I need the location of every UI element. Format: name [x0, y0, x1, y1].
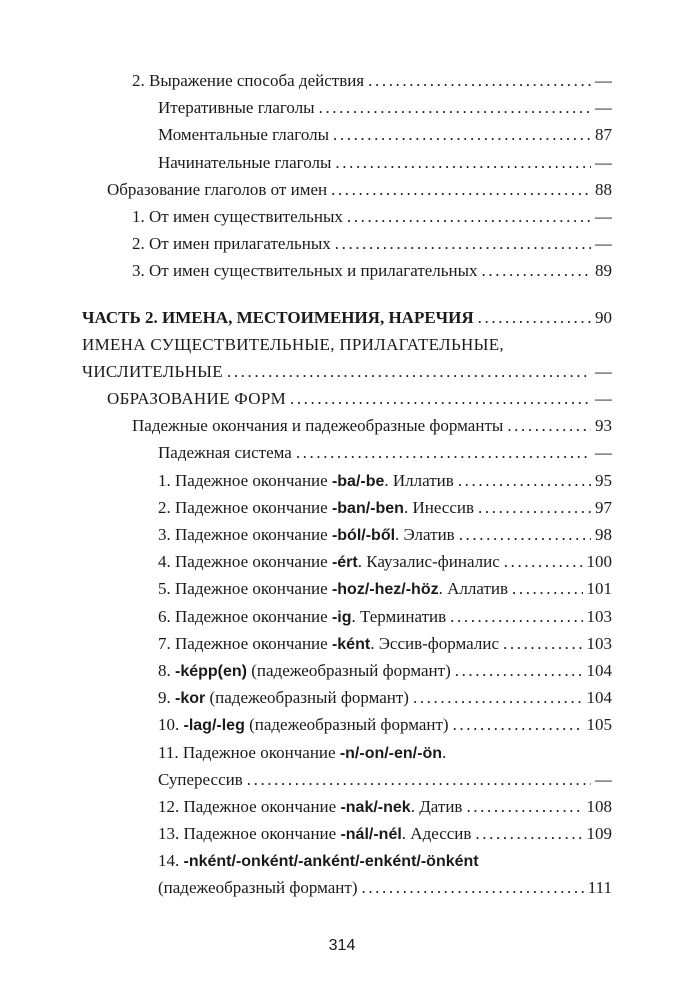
dot-leader [507, 412, 591, 439]
case-suffix: -kor [175, 690, 206, 708]
dot-leader [368, 67, 591, 94]
toc-page-number: 100 [586, 552, 612, 572]
toc-entry-prefix: 13. Падежное окончание [158, 824, 341, 844]
dot-leader [478, 494, 591, 521]
toc-page-number: 93 [595, 416, 612, 436]
toc-entry[interactable] [82, 575, 612, 602]
toc-entry-first-line[interactable] [82, 847, 612, 874]
toc-entry-title [158, 630, 499, 657]
toc-entry-postfix: . Датив [410, 796, 463, 816]
toc-entry-prefix: 4. Падежное окончание [158, 552, 332, 572]
toc-entry[interactable] [82, 603, 612, 630]
toc-entry-title [158, 657, 451, 684]
toc-page-number: 108 [586, 796, 612, 816]
dot-leader [227, 358, 591, 385]
toc-entry-title: Образование глаголов от имен [107, 179, 328, 199]
toc-page-number: — [595, 206, 612, 226]
toc-entry-title [158, 575, 508, 602]
toc-entry-title: ЧАСТЬ 2. ИМЕНА, МЕСТОИМЕНИЯ, НАРЕЧИЯ [82, 307, 474, 327]
toc-entry[interactable] [82, 94, 612, 121]
dot-leader [512, 575, 583, 602]
dot-leader [453, 711, 583, 738]
toc-entry-prefix: 5. Падежное окончание [158, 579, 332, 599]
toc-entry-title: ЧИСЛИТЕЛЬНЫЕ [82, 361, 223, 381]
case-suffix: -ból/-ből [331, 527, 396, 544]
toc-entry-title [158, 494, 474, 521]
toc-page-number: 104 [586, 688, 612, 708]
toc-entry-title: 2. Выражение способа действия [132, 71, 365, 90]
toc-page-number: — [595, 71, 612, 90]
toc-part-heading[interactable] [82, 304, 612, 331]
toc-entry[interactable] [82, 711, 612, 738]
case-suffix: -ért [331, 554, 358, 572]
case-suffix: -hoz/-hez/-höz [331, 581, 439, 599]
dot-leader [333, 121, 591, 148]
toc-page-number: — [595, 769, 612, 789]
toc-entry-postfix: . Эссив-формалис [370, 633, 500, 653]
dot-leader [458, 467, 591, 494]
toc-entry[interactable] [82, 67, 612, 94]
toc-entry-postfix: . Элатив [395, 525, 455, 544]
toc-entry[interactable] [82, 630, 612, 657]
case-suffix: -nként/-onként/-anként/-enként/-önként [183, 853, 479, 871]
toc-entry-postfix: (падежеобразный формант) [244, 715, 449, 735]
toc-entry-title: Суперессив [158, 769, 243, 789]
toc-page-number: — [595, 389, 612, 409]
toc-entry[interactable] [82, 203, 612, 230]
toc-entry[interactable] [82, 439, 612, 466]
toc-entry-prefix: 1. Падежное окончание [158, 470, 332, 490]
toc-entry-title [158, 467, 454, 494]
toc-entry-title: 3. От имен существительных и прилагательных [132, 261, 478, 281]
page-number-footer: 314 [328, 937, 356, 954]
toc-entry-title-line1: ИМЕНА СУЩЕСТВИТЕЛЬНЫЕ, ПРИЛАГАТЕЛЬНЫЕ, [82, 334, 504, 354]
toc-entry-title [158, 684, 409, 711]
toc-page-number: 103 [586, 606, 612, 626]
toc-entry-postfix: . Терминатив [351, 606, 447, 626]
toc-entry[interactable] [82, 385, 612, 412]
toc-entry-prefix: 11. Падежное окончание [158, 742, 340, 762]
toc-entry[interactable] [82, 521, 612, 548]
toc-page-number: — [595, 361, 612, 381]
toc-page-number: 111 [587, 878, 612, 898]
toc-entry-title: (падежеобразный формант) [158, 878, 358, 898]
toc-page-number: 97 [595, 497, 612, 517]
toc-entry-title [158, 603, 446, 630]
table-of-contents [82, 67, 612, 902]
toc-page-number: 89 [595, 261, 612, 281]
toc-entry-postfix: (падежеобразный формант) [205, 688, 409, 708]
toc-page-number: 103 [586, 633, 612, 653]
toc-page-number: — [595, 234, 612, 254]
dot-leader [335, 149, 591, 176]
case-suffix: -ba/-be [331, 472, 385, 490]
toc-entry-postfix: . Аллатив [438, 579, 508, 599]
dot-leader [450, 603, 582, 630]
toc-entry[interactable] [82, 412, 612, 439]
toc-page-number: — [595, 152, 612, 172]
dot-leader [466, 793, 582, 820]
dot-leader [455, 657, 583, 684]
toc-page-number: 105 [586, 715, 612, 735]
toc-entry[interactable] [82, 149, 612, 176]
toc-entry[interactable] [82, 820, 612, 847]
toc-entry-prefix: 10. [158, 715, 184, 735]
toc-entry-title: Моментальные глаголы [158, 125, 330, 145]
toc-page-number: 104 [586, 660, 612, 680]
toc-entry-title [158, 711, 449, 738]
dot-leader [475, 820, 582, 847]
toc-page-number: 88 [595, 179, 612, 199]
toc-page-number: 101 [586, 579, 612, 599]
toc-entry-first-line[interactable] [82, 739, 612, 766]
toc-entry-prefix: 2. Падежное окончание [158, 497, 332, 517]
dot-leader [331, 176, 591, 203]
dot-leader [335, 230, 591, 257]
toc-entry-title [158, 793, 462, 820]
toc-entry-title: Начинательные глаголы [158, 152, 332, 172]
toc-entry[interactable] [82, 467, 612, 494]
toc-entry-title [158, 548, 500, 575]
case-suffix: -nak/-nek [340, 798, 411, 816]
case-suffix: -ig [331, 608, 352, 626]
toc-page-number: 98 [595, 525, 612, 544]
case-suffix: -képp(en) [175, 662, 247, 680]
toc-entry-prefix: 8. [158, 660, 175, 680]
toc-entry-prefix: 14. [158, 851, 184, 871]
toc-page-number: 87 [595, 125, 612, 145]
toc-entry-title-line1 [158, 743, 446, 762]
case-suffix: -nál/-nél [340, 826, 402, 844]
toc-entry-postfix: . [442, 742, 447, 762]
toc-entry-prefix: 3. Падежное окончание [158, 525, 332, 544]
toc-entry-title: Итеративные глаголы [158, 98, 315, 118]
dot-leader [361, 874, 583, 901]
dot-leader [296, 439, 591, 466]
toc-entry-prefix: 9. [158, 688, 175, 708]
toc-entry[interactable] [82, 358, 612, 385]
case-suffix: -n/-on/-en/-ön [339, 744, 442, 762]
toc-entry-title [158, 820, 471, 847]
dot-leader [413, 684, 583, 711]
toc-entry-title: Падежные окончания и падежеобразные форманты [132, 416, 504, 436]
toc-entry[interactable] [82, 684, 612, 711]
dot-leader [247, 766, 591, 793]
toc-entry-postfix: . Иллатив [384, 470, 454, 490]
toc-entry[interactable] [82, 793, 612, 820]
dot-leader [482, 257, 591, 284]
toc-page-number: 90 [595, 307, 612, 327]
toc-entry-prefix: 6. Падежное окончание [158, 606, 332, 626]
toc-entry[interactable] [82, 874, 612, 901]
toc-entry[interactable] [82, 230, 612, 257]
toc-entry-title: ОБРАЗОВАНИЕ ФОРМ [107, 389, 286, 409]
toc-entry-postfix: . Инессив [403, 497, 475, 517]
dot-leader [290, 385, 591, 412]
toc-entry[interactable] [82, 176, 612, 203]
toc-entry[interactable] [82, 121, 612, 148]
toc-entry-prefix: 12. Падежное окончание [158, 796, 341, 816]
case-suffix: -ként [331, 635, 371, 653]
toc-entry-first-line[interactable] [82, 331, 612, 358]
toc-entry[interactable] [82, 257, 612, 284]
toc-entry[interactable] [82, 657, 612, 684]
toc-entry-title: 1. От имен существительных [132, 206, 343, 226]
toc-entry-title: 2. От имен прилагательных [132, 234, 331, 254]
toc-page-number: 95 [595, 470, 612, 490]
toc-entry-postfix: . Каузалис-финалис [357, 552, 500, 572]
dot-leader [347, 203, 591, 230]
toc-entry-title-line1 [158, 851, 479, 870]
dot-leader [319, 94, 591, 121]
toc-entry-postfix: (падежеобразный формант) [247, 660, 451, 680]
toc-page-number: — [595, 443, 612, 463]
dot-leader [503, 630, 582, 657]
dot-leader [504, 548, 583, 575]
toc-entry-prefix: 7. Падежное окончание [158, 633, 332, 653]
toc-entry[interactable] [82, 494, 612, 521]
toc-entry[interactable] [82, 766, 612, 793]
toc-entry-title: Падежная система [158, 443, 292, 463]
dot-leader [478, 304, 591, 331]
toc-page-number: — [595, 98, 612, 118]
toc-page-number: 109 [586, 824, 612, 844]
case-suffix: -ban/-ben [331, 499, 404, 517]
case-suffix: -lag/-leg [183, 717, 245, 735]
toc-entry-title [158, 521, 455, 548]
dot-leader [459, 521, 591, 548]
toc-entry[interactable] [82, 548, 612, 575]
toc-entry-postfix: . Адессив [401, 824, 472, 844]
